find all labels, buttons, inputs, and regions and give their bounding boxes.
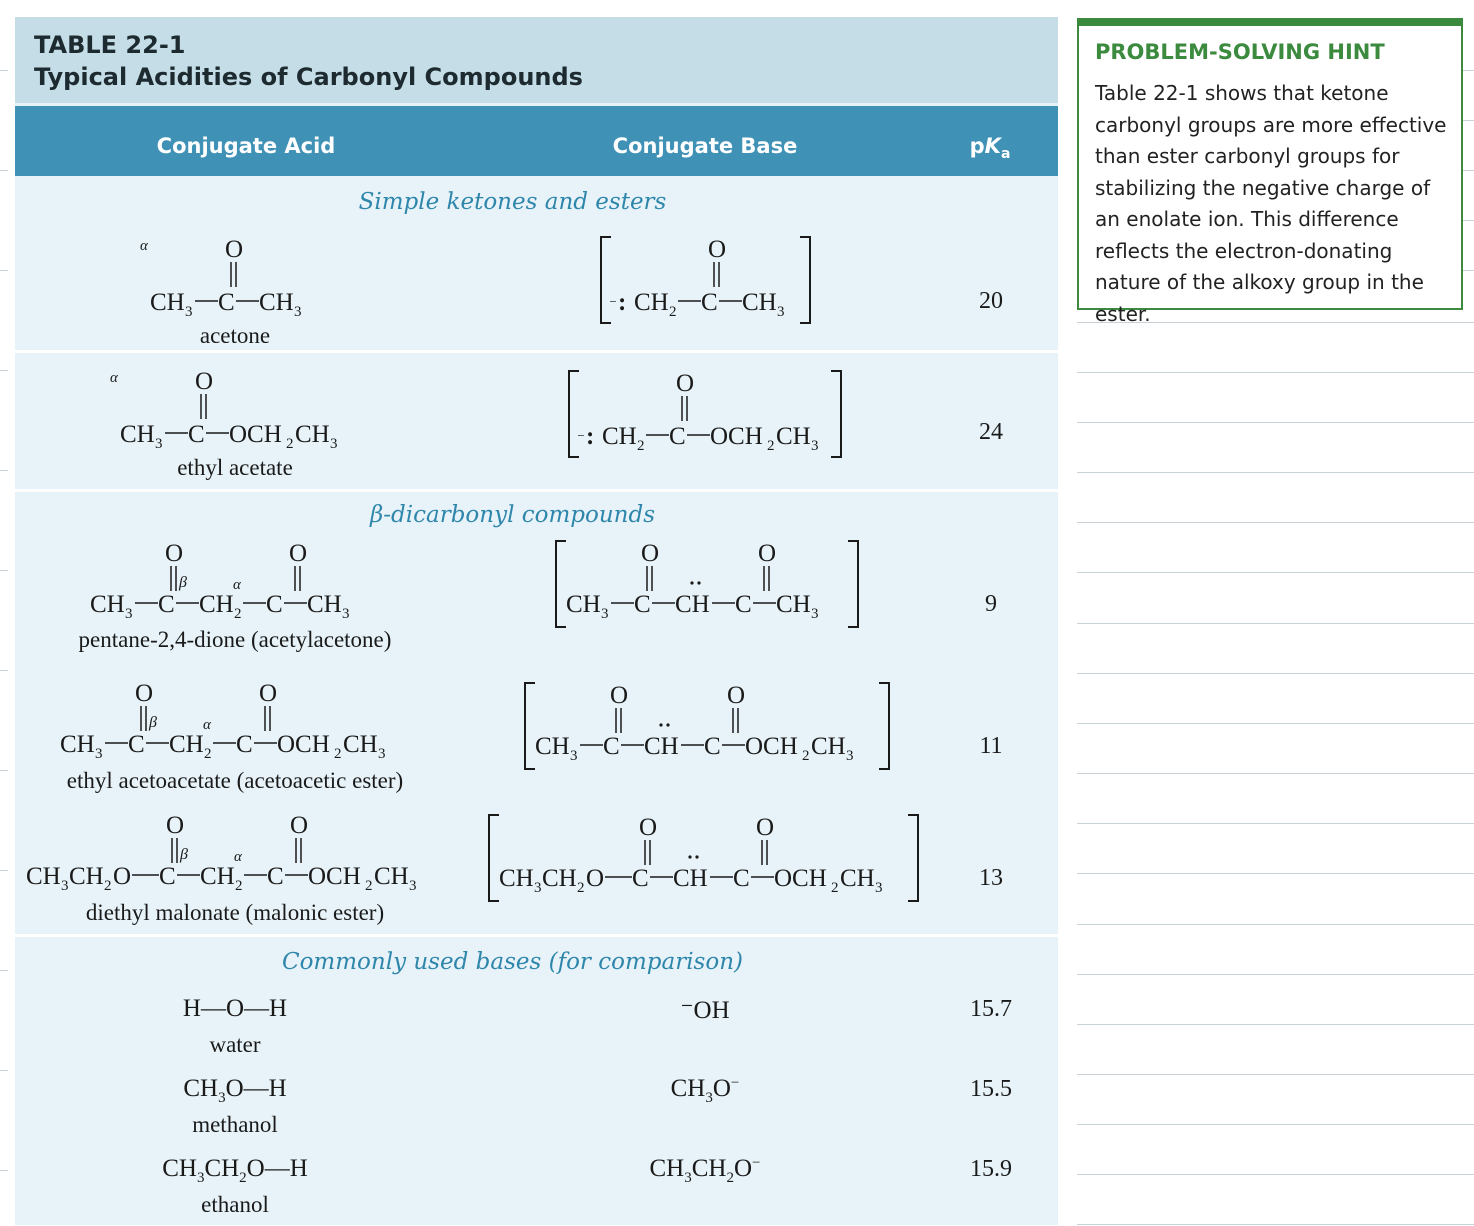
- svg-text:C: C: [704, 733, 721, 760]
- svg-text:OCH: OCH: [308, 863, 361, 890]
- svg-text:O: O: [165, 540, 184, 567]
- svg-text:CH: CH: [26, 863, 61, 890]
- svg-text:CH: CH: [307, 591, 342, 618]
- svg-text:CH: CH: [776, 591, 811, 618]
- hint-title: PROBLEM-SOLVING HINT: [1095, 40, 1385, 64]
- diethyl-malonate-enolate-structure: [485, 811, 935, 906]
- ethyl-acetate-structure: [105, 367, 365, 457]
- svg-text:α: α: [110, 370, 118, 386]
- hydroxide-formula: ⁻OH: [680, 997, 730, 1024]
- svg-text:⁻: ⁻: [577, 431, 585, 447]
- svg-text:3: 3: [846, 748, 854, 764]
- row-divider: [15, 350, 1058, 353]
- svg-text:CH: CH: [634, 289, 669, 316]
- svg-text:OCH: OCH: [229, 421, 282, 448]
- svg-text:O: O: [166, 812, 185, 839]
- svg-text:CH: CH: [566, 591, 601, 618]
- diethyl-malonate-structure: [21, 809, 461, 899]
- svg-text:3: 3: [409, 878, 417, 894]
- svg-text:C: C: [236, 731, 253, 758]
- compound-name: diethyl malonate (malonic ester): [85, 900, 385, 925]
- pka-value: 15.5: [970, 1076, 1012, 1102]
- svg-text:CH: CH: [742, 289, 777, 316]
- header-conjugate-acid: Conjugate Acid: [156, 134, 336, 158]
- svg-text::: :: [586, 423, 595, 450]
- svg-text:C: C: [159, 863, 176, 890]
- svg-text:α: α: [233, 577, 241, 593]
- pka-value: 20: [979, 288, 1003, 314]
- svg-text:CH: CH: [199, 591, 234, 618]
- svg-text:O: O: [135, 680, 154, 707]
- header-pka: $pK_a$: [969, 134, 1011, 162]
- pka-value: 24: [979, 419, 1003, 445]
- pka-value: 11: [979, 733, 1003, 759]
- svg-text:CH: CH: [259, 289, 294, 316]
- pka-value: 13: [979, 865, 1003, 891]
- svg-text:3: 3: [570, 748, 578, 764]
- problem-solving-hint: [1077, 18, 1463, 326]
- svg-text:2: 2: [637, 438, 645, 454]
- svg-text:CH: CH: [60, 731, 95, 758]
- svg-text:3: 3: [777, 304, 785, 320]
- svg-text:O: O: [290, 812, 309, 839]
- svg-text:CH: CH: [644, 733, 679, 760]
- svg-text:C: C: [158, 591, 175, 618]
- svg-text::: :: [618, 289, 627, 316]
- svg-text:α: α: [203, 717, 211, 733]
- pka-value: 15.9: [970, 1156, 1012, 1182]
- svg-text:CH: CH: [374, 863, 409, 890]
- svg-text:CH: CH: [90, 591, 125, 618]
- table-number: TABLE 22-1: [34, 31, 186, 59]
- methanol-formula: $CH_3O—H$: [183, 1075, 287, 1106]
- table-title: Typical Acidities of Carbonyl Compounds: [34, 63, 583, 91]
- svg-text:O: O: [727, 682, 746, 709]
- ethyl-acetoacetate-enolate-structure: [521, 679, 911, 774]
- pka-value: 15.7: [970, 996, 1012, 1022]
- svg-text:C: C: [267, 863, 284, 890]
- svg-text:CH: CH: [200, 863, 235, 890]
- svg-text:3: 3: [601, 606, 609, 622]
- svg-text:α: α: [140, 238, 148, 254]
- section-common-bases: Commonly used bases (for comparison): [281, 949, 743, 975]
- acetone-enolate-structure: [597, 233, 817, 328]
- svg-text:C: C: [218, 289, 235, 316]
- water-formula: H—O—H: [182, 995, 288, 1022]
- svg-text:C: C: [735, 591, 752, 618]
- svg-text:3: 3: [811, 606, 819, 622]
- svg-text:O: O: [641, 540, 660, 567]
- svg-text:β: β: [180, 846, 188, 863]
- svg-text:2: 2: [235, 878, 243, 894]
- svg-text:CH: CH: [840, 865, 875, 892]
- svg-text:3: 3: [155, 436, 163, 452]
- svg-text:C: C: [733, 865, 750, 892]
- acetylacetone-enolate-structure: [552, 537, 872, 632]
- section-simple-ketones-esters: Simple ketones and esters: [358, 189, 667, 215]
- svg-text:2: 2: [767, 438, 775, 454]
- svg-text:OCH: OCH: [745, 733, 798, 760]
- svg-text:2: 2: [204, 746, 212, 762]
- svg-text:3: 3: [185, 304, 193, 320]
- compound-name: water: [209, 1032, 261, 1057]
- svg-text:α: α: [234, 849, 242, 865]
- compound-name: pentane-2,4-dione (acetylacetone): [78, 627, 392, 652]
- svg-text:3: 3: [875, 880, 883, 896]
- table-caption: [15, 17, 1058, 103]
- svg-text:O: O: [259, 680, 278, 707]
- svg-text:C: C: [632, 865, 649, 892]
- svg-text:O: O: [113, 863, 132, 890]
- svg-text:C: C: [128, 731, 145, 758]
- svg-text:CH: CH: [69, 863, 104, 890]
- svg-text:CH: CH: [673, 865, 708, 892]
- ethanol-formula: $CH_3CH_2O—H$: [162, 1155, 308, 1186]
- svg-text:CH: CH: [811, 733, 846, 760]
- ethyl-acetoacetate-structure: [55, 677, 435, 767]
- svg-text:3: 3: [342, 606, 350, 622]
- svg-text:O: O: [639, 814, 658, 841]
- acetylacetone-structure: [85, 537, 405, 627]
- svg-text:C: C: [188, 421, 205, 448]
- svg-text:3: 3: [811, 438, 819, 454]
- svg-text:2: 2: [104, 878, 112, 894]
- acidity-table: [15, 17, 1058, 1225]
- svg-text:O: O: [289, 540, 308, 567]
- compound-name: ethyl acetoacetate (acetoacetic ester): [66, 768, 404, 793]
- svg-text:2: 2: [286, 436, 294, 452]
- svg-text:2: 2: [234, 606, 242, 622]
- svg-text:O: O: [225, 236, 244, 263]
- svg-text:2: 2: [365, 878, 373, 894]
- svg-text:C: C: [266, 591, 283, 618]
- ethyl-acetate-enolate-structure: [565, 367, 855, 462]
- svg-text:CH: CH: [675, 591, 710, 618]
- svg-text:β: β: [149, 714, 157, 731]
- svg-text:3: 3: [95, 746, 103, 762]
- svg-text:2: 2: [802, 748, 810, 764]
- svg-text:O: O: [676, 370, 695, 397]
- acetone-structure: [135, 235, 335, 325]
- svg-text:C: C: [603, 733, 620, 760]
- svg-text:O: O: [610, 682, 629, 709]
- svg-text:CH: CH: [542, 865, 577, 892]
- ethoxide-formula: $CH_3CH_2O^-$: [649, 1155, 761, 1186]
- row-divider: [15, 934, 1058, 937]
- svg-text:CH: CH: [499, 865, 534, 892]
- svg-text:2: 2: [334, 746, 342, 762]
- svg-text:OCH: OCH: [710, 423, 763, 450]
- svg-text:3: 3: [125, 606, 133, 622]
- svg-text:C: C: [634, 591, 651, 618]
- compound-name: ethyl acetate: [177, 455, 293, 480]
- svg-text:3: 3: [294, 304, 302, 320]
- row-divider: [15, 489, 1058, 492]
- svg-text:CH: CH: [169, 731, 204, 758]
- pka-value: 9: [985, 591, 997, 617]
- svg-text:2: 2: [577, 880, 585, 896]
- svg-text:C: C: [669, 423, 686, 450]
- svg-text:CH: CH: [602, 423, 637, 450]
- svg-text:O: O: [758, 540, 777, 567]
- svg-text:OCH: OCH: [774, 865, 827, 892]
- svg-text:CH: CH: [343, 731, 378, 758]
- hint-body: Table 22-1 shows that ketone carbonyl groups are more effective than ester carbonyl groups for stabilizing the negative charge of an enolate ion. This difference reflects the electron-donating nature of the alkoxy group in the ester.: [1095, 81, 1447, 326]
- svg-text:CH: CH: [776, 423, 811, 450]
- svg-text:CH: CH: [120, 421, 155, 448]
- svg-text:3: 3: [61, 878, 69, 894]
- svg-text:CH: CH: [295, 421, 330, 448]
- methoxide-formula: $CH_3O^-$: [670, 1075, 740, 1106]
- svg-text:CH: CH: [150, 289, 185, 316]
- svg-text:3: 3: [330, 436, 338, 452]
- svg-text:O: O: [586, 865, 605, 892]
- svg-text:2: 2: [831, 880, 839, 896]
- svg-text:β: β: [179, 574, 187, 591]
- svg-text:3: 3: [378, 746, 386, 762]
- table-header: [15, 106, 1058, 176]
- section-beta-dicarbonyl: β-dicarbonyl compounds: [369, 502, 656, 528]
- svg-text:2: 2: [669, 304, 677, 320]
- svg-text:OCH: OCH: [277, 731, 330, 758]
- compound-name: acetone: [199, 323, 271, 348]
- svg-text:O: O: [708, 236, 727, 263]
- svg-text:C: C: [701, 289, 718, 316]
- svg-text:⁻: ⁻: [609, 297, 617, 313]
- svg-text:O: O: [195, 368, 214, 395]
- compound-name: methanol: [192, 1112, 278, 1137]
- header-conjugate-base: Conjugate Base: [612, 134, 798, 158]
- compound-name: ethanol: [201, 1192, 269, 1217]
- svg-text:CH: CH: [535, 733, 570, 760]
- svg-text:3: 3: [534, 880, 542, 896]
- svg-text:O: O: [756, 814, 775, 841]
